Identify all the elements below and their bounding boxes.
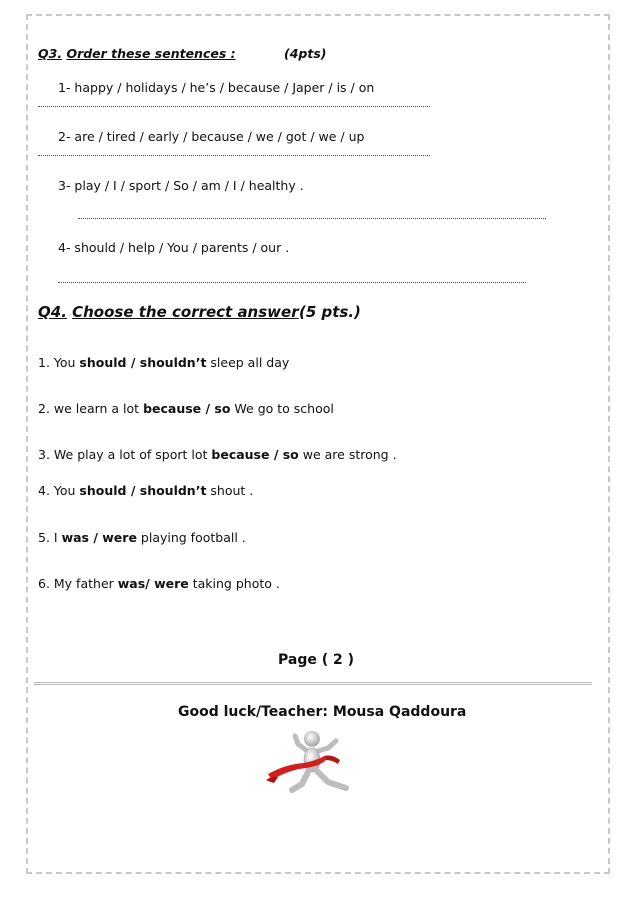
q4-points: (5 pts.) <box>299 303 361 321</box>
answer-line-4[interactable] <box>58 282 526 283</box>
choice-option[interactable]: was/ were <box>117 576 189 591</box>
q3-item-2: 2- are / tired / early / because / we / got / we / up <box>58 129 365 144</box>
answer-line-2[interactable] <box>38 155 430 156</box>
q4-item-2: 2. we learn a lot because / so We go to school <box>38 401 334 416</box>
choice-option[interactable]: should / shouldn’t <box>79 483 207 498</box>
q4-item-3: 3. We play a lot of sport lot because / so we are strong . <box>38 447 397 462</box>
choice-option[interactable]: was / were <box>61 530 137 545</box>
q3-points: (4pts) <box>284 46 327 61</box>
q3-item-4: 4- should / help / You / parents / our . <box>58 240 290 255</box>
answer-line-1[interactable] <box>38 106 430 107</box>
q3-label: Q3. <box>38 46 63 61</box>
page-number: Page ( 2 ) <box>278 652 355 668</box>
q4-heading <box>38 303 299 321</box>
q4-title: Choose the correct answer <box>72 303 299 321</box>
q4-item-1: 1. You should / shouldn’t sleep all day <box>38 355 290 370</box>
choice-option[interactable]: should / shouldn’t <box>79 355 207 370</box>
divider <box>34 682 592 685</box>
runner-finish-line-icon <box>262 730 368 806</box>
q3-heading <box>38 46 236 61</box>
q4-label: Q4. <box>38 303 67 321</box>
q4-item-6: 6. My father was/ were taking photo . <box>38 576 280 591</box>
teacher-signoff: Good luck/Teacher: Mousa Qaddoura <box>178 704 467 720</box>
q4-item-4: 4. You should / shouldn’t shout . <box>38 483 254 498</box>
q3-title: Order these sentences : <box>66 46 236 61</box>
answer-line-3[interactable] <box>78 218 546 219</box>
q3-item-3: 3- play / I / sport / So / am / I / healthy . <box>58 178 304 193</box>
choice-option[interactable]: because / so <box>143 401 231 416</box>
choice-option[interactable]: because / so <box>211 447 299 462</box>
q4-item-5: 5. I was / were playing football . <box>38 530 246 545</box>
q3-item-1: 1- happy / holidays / he’s / because / Japer / is / on <box>58 80 375 95</box>
